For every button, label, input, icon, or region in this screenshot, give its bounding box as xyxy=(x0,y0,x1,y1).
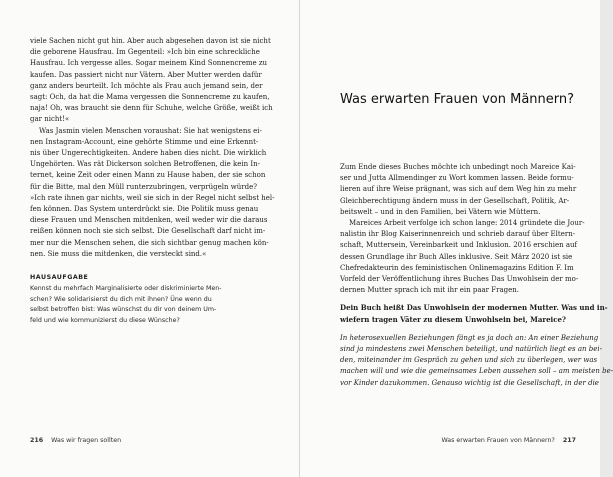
left-page xyxy=(0,0,300,477)
text-line: machen will und wie die gemeinsames Leben aussehen soll – am meisten be- xyxy=(340,367,613,376)
text-line: Ungehörten. Was rät Dickerson solchen Betroffenen, die kein In- xyxy=(30,160,261,169)
text-line: In heterosexuellen Beziehungen fängt es ja doch an: An einer Beziehung xyxy=(340,333,599,342)
interview-question xyxy=(340,302,608,324)
text-line: den, miteinander im Gespräch zu gehen und sich zu überlegen, wer was xyxy=(340,356,598,365)
text-line: ternet, keine Zeit oder einen Mann zu Hause haben, der sie schon xyxy=(30,171,266,180)
text-line: nalistin ihr Blog Kaiserinnenreich und schrieb darauf über Eltern- xyxy=(340,230,576,239)
task-heading: HAUSAUFGABE xyxy=(30,274,89,282)
text-line: nen Instagram-Account, eine gehörte Stimme und eine Erkennt- xyxy=(30,137,259,146)
text-line: nen. Sie muss die mitdenken, die versteckt sind.« xyxy=(30,249,207,258)
text-line: ganz anders beurteilt. Ich möchte als Frau auch jemand sein, der xyxy=(30,81,263,90)
running-title: Was erwarten Frauen von Männern? xyxy=(441,437,555,444)
text-line: Hausfrau. Ich vergesse alles. Sogar meinem Kind Sonnencreme zu xyxy=(30,59,268,68)
task-box xyxy=(30,284,274,326)
right-footer xyxy=(441,437,576,444)
right-paragraph-2 xyxy=(340,218,585,296)
text-line: schaft, Muttersein, Vereinbarkeit und Inklusion. 2016 erschien auf xyxy=(340,241,578,250)
task-line: feld und wie kommunizierst du diese Wünsche? xyxy=(30,316,180,324)
text-line: reißen können noch sie sich selbst. Die Gesellschaft darf nicht im- xyxy=(30,227,266,236)
right-body xyxy=(340,162,613,389)
text-line: lieren auf ihre Weise prägnant, was sich auf dem Weg hin zu mehr xyxy=(340,185,577,194)
page-number: 216 xyxy=(30,437,44,444)
text-line: Dein Buch heißt Das Unwohlsein der modernen Mutter. Was und in- xyxy=(340,303,608,313)
left-paragraph-2 xyxy=(30,126,274,260)
left-footer xyxy=(30,437,121,444)
text-line: für die Bitte, mal den Müll runterzubringen, verprügeln würde? xyxy=(30,182,257,191)
text-line: nis über Ungerechtigkeiten. Andere haben dies nicht. Die wirklich xyxy=(30,149,267,158)
text-line: Gleichberechtigung ändern muss in der Gesellschaft, Politik, Ar- xyxy=(340,196,570,205)
text-line: viele Sachen nicht gut hin. Aber auch abgesehen davon ist sie nicht xyxy=(30,37,271,45)
text-line: ser und Jutta Allmendinger zu Wort kommen lassen. Beide formu- xyxy=(340,174,574,183)
page-number: 217 xyxy=(562,437,576,444)
text-line: die geborene Hausfrau. Im Gegenteil: »Ich bin eine schreckliche xyxy=(30,48,260,57)
text-line: mer nur die Menschen sehen, die sich sichtbar genug machen kön- xyxy=(30,238,269,247)
text-line: »Ich rate ihnen gar nichts, weil sie sich in der Regel nicht selbst hel- xyxy=(30,193,275,202)
text-line: Mareices Arbeit verfolge ich schon lange: 2014 gründete die Jour- xyxy=(349,219,585,228)
text-line: sind ja mindestens zwei Menschen beteiligt, und natürlich liegt es an bei- xyxy=(340,345,602,354)
text-line: diese Frauen und Menschen mitdenken, weil weder wir die daraus xyxy=(30,216,268,225)
text-line: dernen Mutter sprach ich mit ihr ein paar Fragen. xyxy=(340,286,519,295)
interview-answer xyxy=(340,333,613,389)
text-line: sagt: Och, da hat die Mama vergessen die Sonnencreme zu kaufen, xyxy=(30,93,270,102)
text-line: naja! Oh, was braucht sie denn für Schuhe, welche Größe, weißt ich xyxy=(30,104,273,113)
text-line: Zum Ende dieses Buches möchte ich unbedingt noch Mareice Kai- xyxy=(340,163,576,171)
task-line: selbst betroffen bist: Was wünschst du dir von deinem Um- xyxy=(30,306,217,314)
left-paragraph-1 xyxy=(30,36,274,126)
text-line: dessen Grundlage ihr Buch Alles inklusive. Seit März 2020 ist sie xyxy=(340,252,573,261)
text-line: Chefredakteurin des feministischen Onlinemagazins Edition F. Im xyxy=(340,263,574,272)
right-page xyxy=(300,0,613,477)
text-line: kaufen. Das passiert nicht nur Vätern. Aber Mutter werden dafür xyxy=(30,70,262,79)
text-line: gar nicht!« xyxy=(30,115,70,124)
right-paragraph-1 xyxy=(340,162,576,218)
text-line: wiefern tragen Väter zu diesem Unwohlsein bei, Mareice? xyxy=(340,314,567,324)
text-line: Vorfeld der Veröffentlichung ihres Buches Das Unwohlsein der mo- xyxy=(340,275,579,284)
text-line: vor Kinder dazukommen. Genauso wichtig ist die Gesellschaft, in der die xyxy=(340,378,599,387)
task-line: schen? Wie solidarisierst du dich mit ihnen? Üne wenn du xyxy=(30,295,212,303)
text-line: beitswelt – und in den Familien, bei Vätern wie Müttern. xyxy=(340,207,541,216)
running-title: Was wir fragen sollten xyxy=(51,437,122,444)
task-line: Kennst du mehrfach Marginalisierte oder diskriminierte Men- xyxy=(30,285,222,293)
chapter-title: Was erwarten Frauen von Männern? xyxy=(340,92,575,107)
text-line: Was Jasmin vielen Menschen voraushat: Sie hat wenigstens ei- xyxy=(39,126,262,135)
text-line: fen können. Das System unterdrückt sie. Die Politik muss genau xyxy=(30,205,259,214)
